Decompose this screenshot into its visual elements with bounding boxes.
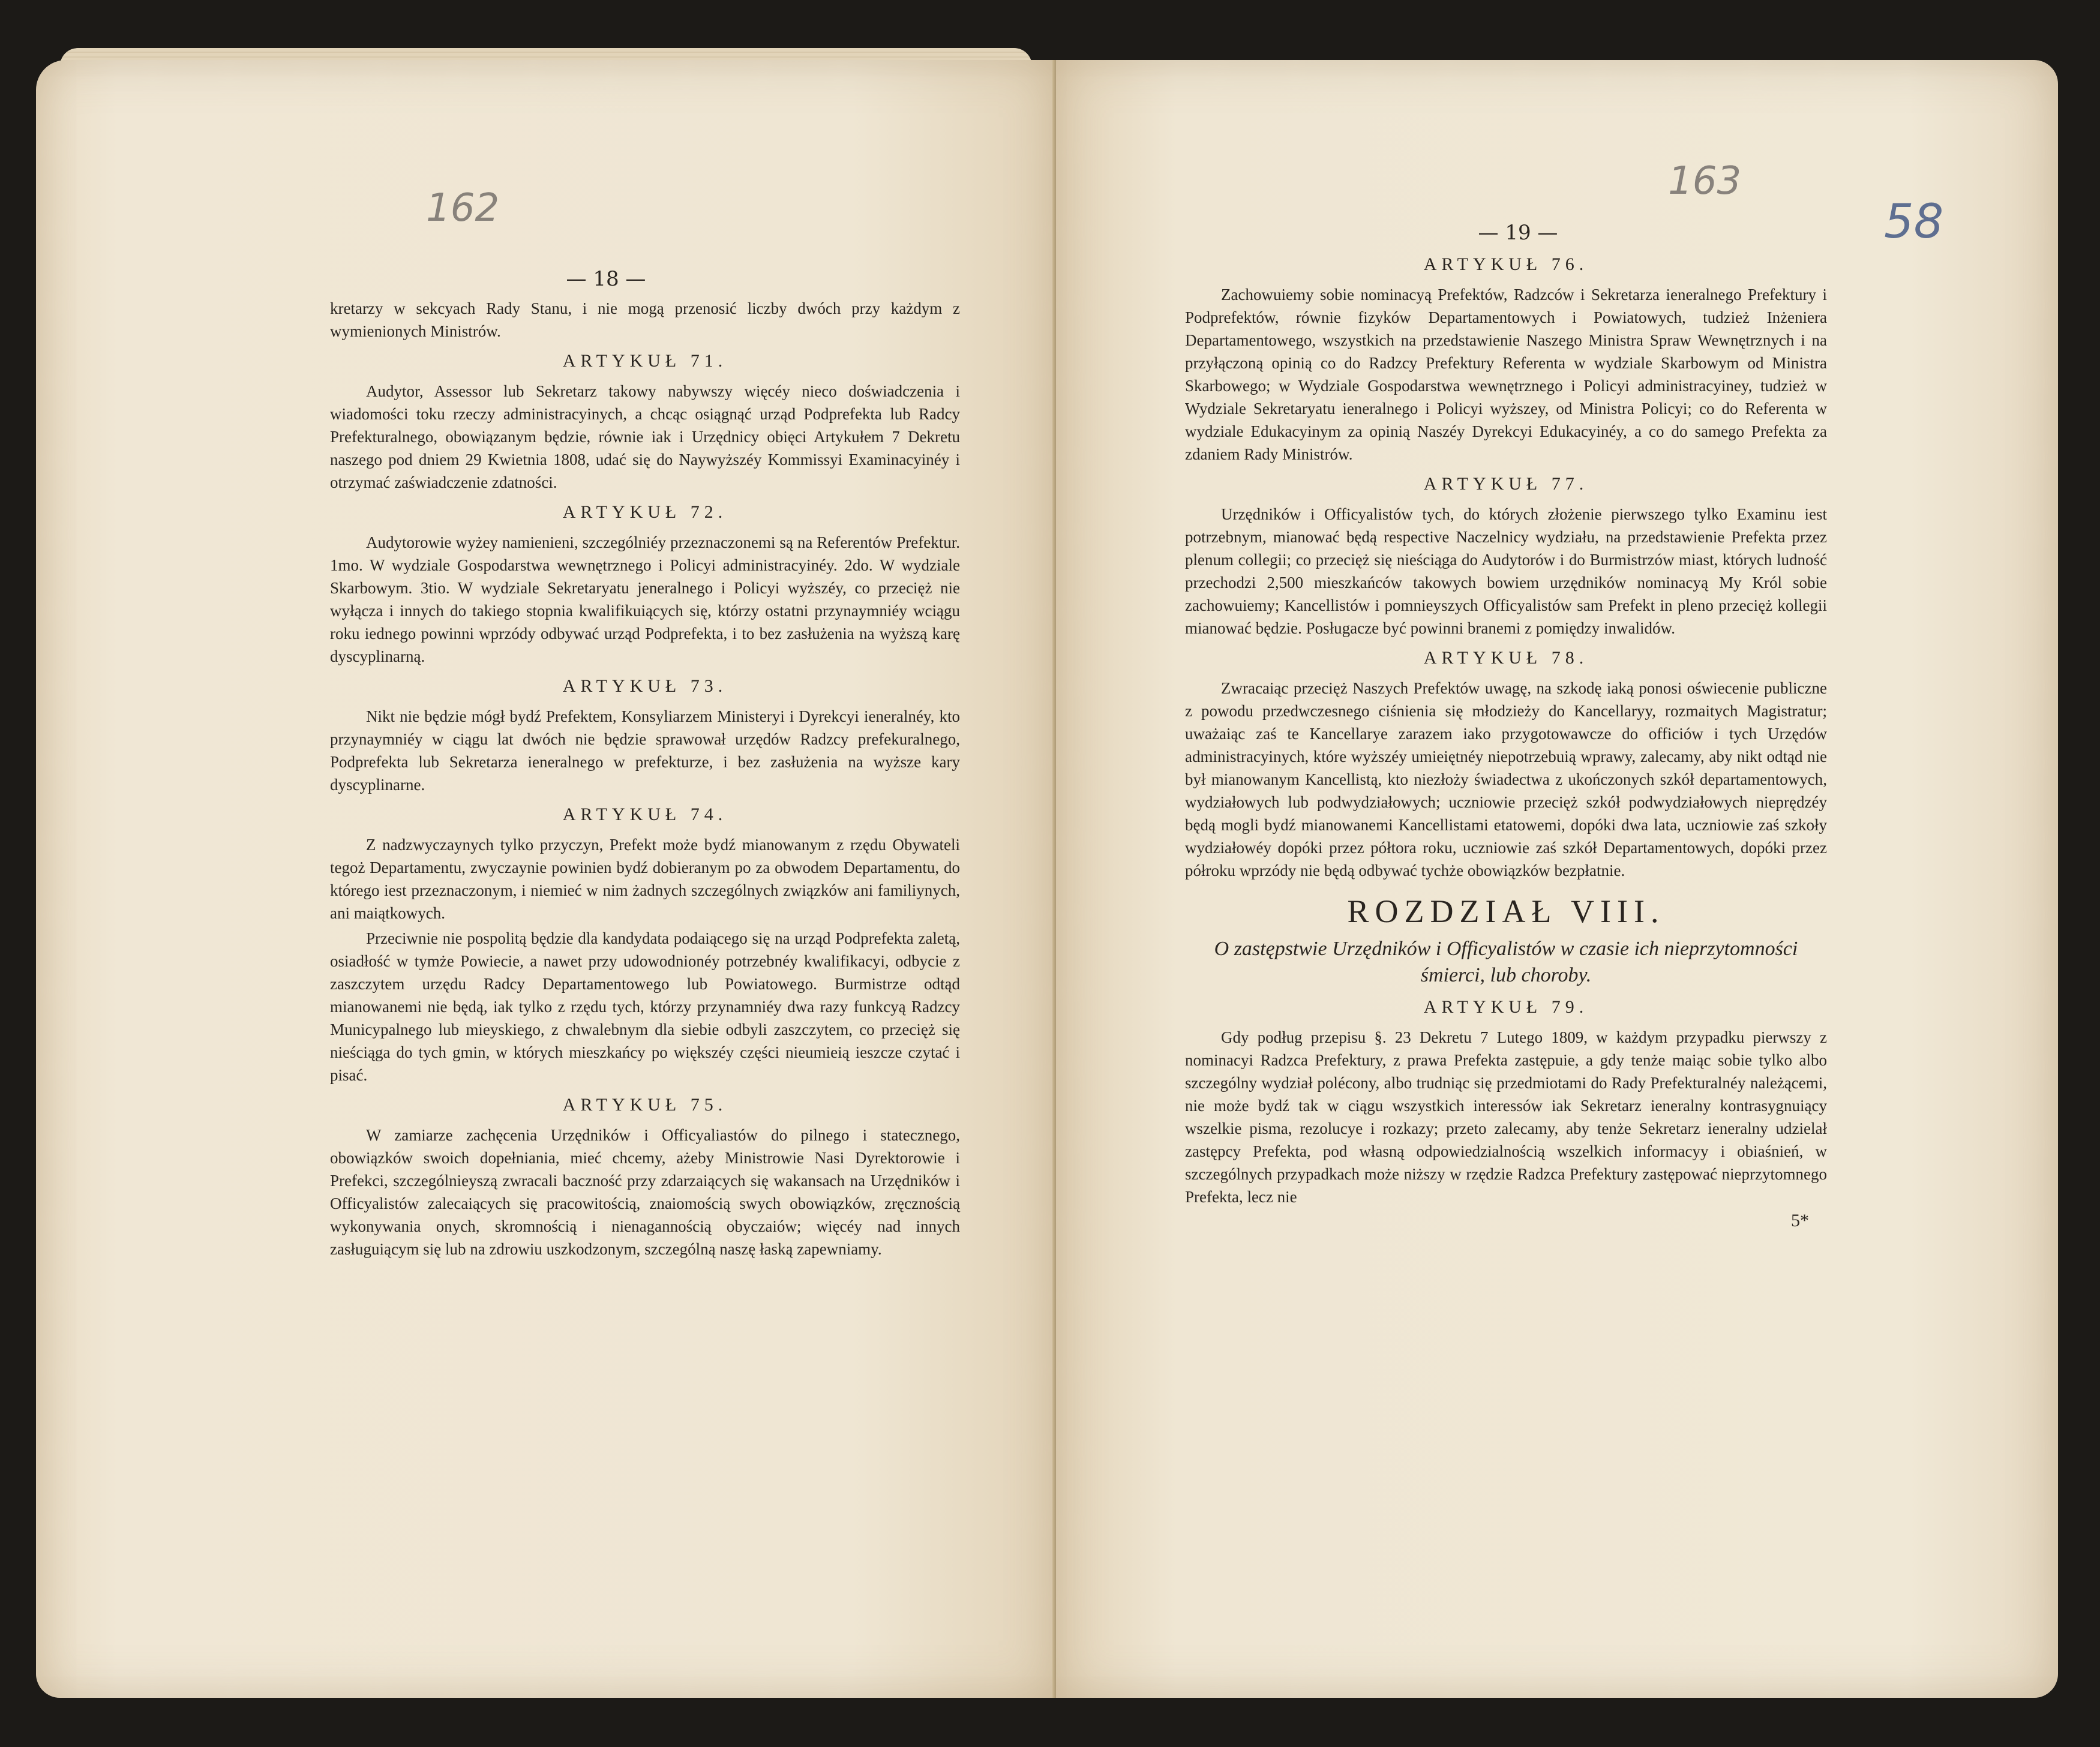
article-heading: ARTYKUŁ 75.: [562, 1095, 728, 1115]
right-page: [1056, 60, 2058, 1698]
article-paragraph: W zamiarze zachęcenia Urzędników i Officyaliastów do pilnego i statecznego, obowiązków swoich dopełniania, mieć chcemy, ażeby Ministrowie Nasi Dyrektorowie i Prefekci, szczególnieyszą zwracali baczność przy zdarzaiących się wakansach na Urzędników i Officyalistów zalecaiących się pracowitością, znaiomością swych obowiązków, zręcznością wykonywania onych, skromnością i nienagannością obyczaiów; więcéy nad innych zasługuiącym się lub na zdrowiu uszkodzonym, szczególną naszę łaską zapewniamy.: [330, 1126, 960, 1258]
article-heading: ARTYKUŁ 76.: [1423, 254, 1589, 274]
chapter-subtitle: O zastępstwie Urzędników i Officyalistów w czasie ich nieprzytomności śmierci, lub choroby.: [1214, 938, 1798, 986]
article-paragraph: Przeciwnie nie pospolitą będzie dla kandydata podaiącego się na urząd Podprefekta zaletą, osiadłość w tymże Powiecie, a nawet przy udowodnionéy potrzebnéy kwalifikacyi, odbycie z zaszczytem urzędu Radcy Departamentowego lub Powiatowego. Burmistrze odtąd mianowanemi nie będą, iak tylko z rzędu tych, którzy przynamniéy dwa razy funkcyą Radzcy Municypalnego lub mieyskiego, z chwalebnym dla siebie odbyli zaszczytem, co przecięż się nieściąga do tych gmin, w których mieszkańcy po większéy części nieumieią ieszcze czytać i pisać.: [330, 929, 960, 1084]
right-text-column: [1185, 246, 1827, 1231]
article-76: [1185, 254, 1827, 466]
article-79: [1185, 997, 1827, 1208]
article-74: [330, 805, 960, 1086]
article-78: [1185, 648, 1827, 882]
article-paragraph: Z nadzwyczaynych tylko przyczyn, Prefekt może bydź mianowanym z rzędu Obywateli tegoż Departamentu, zwyczaynie powinien bydź dobieranym po za obwodem Departamentu, do którego iest przeznaczonym, i niemieć w nim żadnych szczególnych związków ani familiynych, ani maiątkowych.: [330, 836, 960, 922]
manuscript-page-number: 163: [1668, 159, 1742, 203]
continuation-text: kretarzy w sekcyach Rady Stanu, i nie mogą przenosić liczby dwóch przy każdym z wymienionych Ministrów.: [330, 299, 960, 340]
article-heading: ARTYKUŁ 73.: [562, 676, 728, 696]
left-text-column: [330, 297, 960, 1263]
article-heading: ARTYKUŁ 72.: [562, 502, 728, 522]
article-paragraph: Urzędników i Officyalistów tych, do których złożenie pierwszego tylko Examinu iest potrzebnym, mianować będą respective Naczelnicy wydziału, na przedstawienie Prefekta przez plenum collegii; co przecięż się nieściąga do Audytorów i do Burmistrzów miast, których ludność przechodzi 2,500 mieszkańców takowych bowiem urzędników nominacyą My Król sobie zachowuiemy; Kancellistów i pomnieyszych Officyalistów sam Prefekt in pleno przecięż kollegii mianować będzie. Posługacze być powinni branemi z pomiędzy inwalidów.: [1185, 505, 1827, 637]
article-77: [1185, 474, 1827, 640]
article-paragraph: Audytor, Assessor lub Sekretarz takowy nabywszy więcéy nieco doświadczenia i wiadomości toku rzeczy administracyinych, a chcąc osiągnąć urząd Podprefekta lub Radcy Prefekturalnego, obowiązanym będzie, równie iak i Urzędnicy obięci Artykułem 7 Dekretu naszego pod dniem 29 Kwietnia 1808, udać się do Naywyższéy Kommissyi Examinacyinéy i otrzymać zaświadczenie zdatności.: [330, 382, 960, 491]
article-paragraph: Nikt nie będzie mógł bydź Prefektem, Konsyliarzem Ministeryi i Dyrekcyi ieneralnéy, kto przynaymniéy w ciągu lat dwóch nie będzie sprawował urzędów Radzcy prefekuralnego, Podprefekta lub Sekretarza ieneralnego w prefekturze, i bez zasłużenia na wyższe kary dyscyplinarne.: [330, 707, 960, 794]
article-heading: ARTYKUŁ 79.: [1423, 997, 1589, 1017]
article-heading: ARTYKUŁ 74.: [562, 805, 728, 824]
article-paragraph: Gdy podług przepisu §. 23 Dekretu 7 Lutego 1809, w każdym przypadku pierwszy z nominacyi Radzca Prefektury, z prawa Prefekta zastępuie, a gdy tenże maiąc sobie tylko albo szczególny wydział polécony, albo trudniąc się przedmiotami do Rady Prefekturalnéy należącemi, nie może bydź tak w ciągu wszystkich interessów iak Sekretarz ieneralny kontrasygnuiący wszelkie pisma, rezolucye i rozkazy; przeto zalecamy, aby tenże Sekretarz ieneralny udzielał zastępcy Prefekta, pod własną odpowiedzialnością wszelkich informacyy i obiaśnień, w szczególnych przypadkach może niższy w rzędzie Radzca Prefektury zastępować nieprzytomnego Prefekta, lecz nie: [1185, 1028, 1827, 1206]
manuscript-page-number-blue: 58: [1884, 195, 1944, 249]
article-paragraph: Zachowuiemy sobie nominacyą Prefektów, Radzców i Sekretarza ieneralnego Prefektury i Podprefektów, równie fizyków Departamentowych i Powiatowych, tudzież Inżeniera Departamentowego, wszystkich na przedstawienie Naszego Ministra Spraw Wewnętrznych i na przyłączoną opinią co do Radzcy Prefektury Referenta w wydziale Skarbowym od Ministra Skarbowego; w Wydziale Gospodarstwa wewnętrznego i Policyi administracyiney, tudzież w Wydziale Sekretaryatu ieneralnego i Policyi wyższey, od Ministra Policyi; co do Referenta w wydziale Edukacyinym za opinią Naszéy Dyrekcyi Edukacyinéy, a co do samego Prefekta za zdaniem Rady Ministrów.: [1185, 286, 1827, 463]
article-75: [330, 1095, 960, 1260]
left-page: [36, 60, 1056, 1698]
article-71: [330, 351, 960, 494]
page-number: — 18 —: [566, 267, 646, 291]
page-number: — 19 —: [1478, 221, 1558, 245]
manuscript-page-number: 162: [426, 186, 500, 230]
article-paragraph: Audytorowie wyżey namienieni, szczególniéy przeznaczonemi są na Referentów Prefektur. 1mo. W wydziale Gospodarstwa wewnętrznego i Policyi administracyinéy. 2do. W wydziale Skarbowym. 3tio. W wydziale Sekretaryatu jeneralnego i Policyi wyższéy, co przecięż nie wyłącza i innych do takiego stopnia kwalifikuiących się, którzy ostatni przynaymniéy wciągu roku iednego powinni wprzódy odbywać urząd Podprefekta, i to bez zasłużenia na wyższą karę dyscyplinarną.: [330, 533, 960, 665]
article-heading: ARTYKUŁ 77.: [1423, 474, 1589, 494]
signature-mark: 5*: [1791, 1211, 1809, 1230]
article-heading: ARTYKUŁ 71.: [562, 351, 728, 371]
chapter-heading: ROZDZIAŁ VIII.: [1347, 893, 1665, 929]
open-book: [36, 42, 2058, 1716]
article-heading: ARTYKUŁ 78.: [1423, 648, 1589, 668]
article-72: [330, 502, 960, 668]
article-paragraph: Zwracaiąc przecięż Naszych Prefektów uwagę, na szkodę iaką ponosi oświecenie publiczne z powodu przedwczesnego ciśnienia się młodzieży do Kancellaryy, rozmaitych Magistratur; uważaiąc zaś te Kancellarye zarazem iako przygotowawcze do officiów i tych Urzędów administracyinych, które wyższéy umieiętnéy niepotrzebuią wprawy, zalecamy, aby nikt odtąd nie był mianowanym Kancellistą, kto niezłoży świadectwa z ukończonych szkół departamentowych, wydziałowych lub podwydziałowych; uczniowie przecięż szkół podwydziałowych nieprędzéy będą mogli bydź mianowanemi Kancellistami etatowemi, dopóki dwa lata, uczniowie zaś szkoły wydziałowéy dopóki przez półtora roku, uczniowie zaś szkół Departamentowych, dopóki przez półroku wprzódy nie będą odbywać tychże obowiązków bezpłatnie.: [1185, 679, 1827, 879]
article-73: [330, 676, 960, 796]
